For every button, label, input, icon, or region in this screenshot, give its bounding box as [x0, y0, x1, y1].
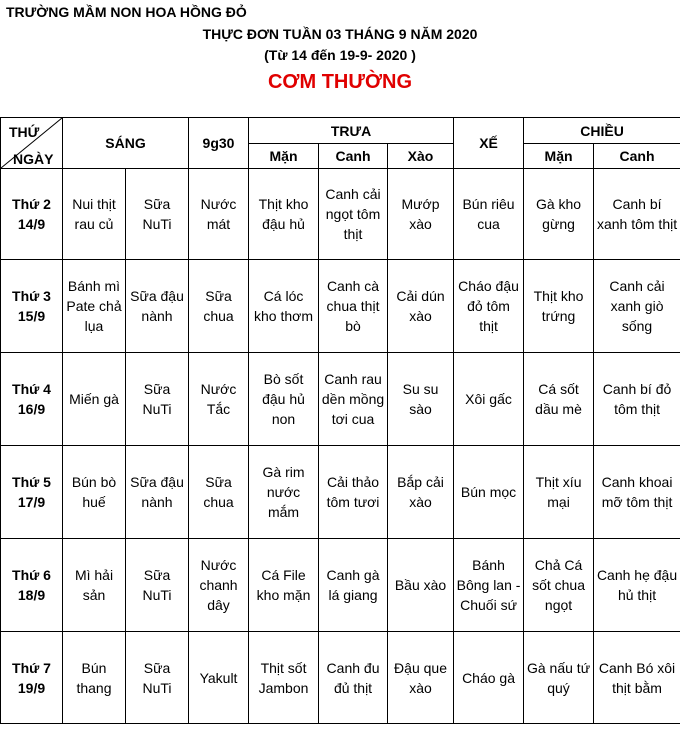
header-chieu: CHIỀU — [524, 118, 680, 144]
lunch-soup: Canh cà chua thịt bò — [319, 260, 388, 353]
day-date: 15/9 — [17, 308, 46, 324]
day-date-header — [1, 118, 63, 169]
lunch-soup: Canh rau dền mồng tơi cua — [319, 353, 388, 446]
header-ngay: NGÀY — [13, 151, 54, 167]
snack-item: Yakult — [189, 632, 249, 724]
lunch-stirfry: Bầu xào — [388, 539, 454, 632]
day-date: 16/9 — [17, 401, 46, 417]
snack-item: Sữa chua — [189, 260, 249, 353]
breakfast-dish: Miến gà — [63, 353, 126, 446]
afternoon-snack: Bánh Bông lan - Chuối sứ — [454, 539, 524, 632]
lunch-soup: Canh cải ngọt tôm thịt — [319, 169, 388, 260]
afternoon-snack: Cháo gà — [454, 632, 524, 724]
lunch-stirfry: Đậu que xào — [388, 632, 454, 724]
day-cell — [1, 169, 63, 260]
header-snack: 9g30 — [189, 118, 249, 169]
lunch-main: Cá lóc kho thơm — [249, 260, 319, 353]
breakfast-drink: Sữa NuTi — [126, 632, 189, 724]
breakfast-drink: Sữa đậu nành — [126, 446, 189, 539]
breakfast-dish: Mì hải sản — [63, 539, 126, 632]
dinner-main: Gà kho gừng — [524, 169, 594, 260]
dinner-main: Cá sốt dầu mè — [524, 353, 594, 446]
weekly-menu-table — [0, 117, 680, 724]
dinner-soup: Canh cải xanh giò sống — [594, 260, 680, 353]
afternoon-snack: Cháo đậu đỏ tôm thịt — [454, 260, 524, 353]
header-sang: SÁNG — [63, 118, 189, 169]
snack-item: Nước Tắc — [189, 353, 249, 446]
day-name: Thứ 7 — [12, 659, 51, 676]
afternoon-snack: Bún mọc — [454, 446, 524, 539]
dinner-main: Thịt xíu mại — [524, 446, 594, 539]
school-name: TRƯỜNG MẦM NON HOA HỒNG ĐỎ — [6, 4, 247, 20]
lunch-stirfry: Su su sào — [388, 353, 454, 446]
dinner-main: Thịt kho trứng — [524, 260, 594, 353]
lunch-main: Cá File kho mặn — [249, 539, 319, 632]
day-date: 14/9 — [17, 216, 46, 232]
header-chieu-canh: Canh — [594, 144, 680, 169]
table-row — [1, 353, 680, 446]
snack-item: Nước mát — [189, 169, 249, 260]
header-chieu-man: Mặn — [524, 144, 594, 169]
lunch-main: Thịt kho đậu hủ — [249, 169, 319, 260]
lunch-soup: Canh gà lá giang — [319, 539, 388, 632]
day-cell — [1, 260, 63, 353]
day-name: Thứ 4 — [12, 381, 51, 397]
day-cell — [1, 446, 63, 539]
menu-title: THỰC ĐƠN TUẦN 03 THÁNG 9 NĂM 2020 — [202, 26, 478, 42]
breakfast-drink: Sữa đậu nành — [126, 260, 189, 353]
header-trua: TRƯA — [249, 118, 454, 144]
menu-type: CƠM THƯỜNG — [267, 71, 413, 93]
snack-item: Nước chanh dây — [189, 539, 249, 632]
dinner-main: Gà nấu tứ quý — [524, 632, 594, 724]
day-cell — [1, 353, 63, 446]
day-name: Thứ 2 — [12, 196, 51, 212]
breakfast-drink: Sữa NuTi — [126, 169, 189, 260]
header-thu: THỨ — [9, 124, 40, 140]
table-row — [1, 169, 680, 260]
day-date: 19/9 — [17, 679, 46, 696]
dinner-soup: Canh bí đỏ tôm thịt — [594, 353, 680, 446]
lunch-main: Bò sốt đậu hủ non — [249, 353, 319, 446]
lunch-soup: Canh đu đủ thịt — [319, 632, 388, 724]
table-row — [1, 446, 680, 539]
afternoon-snack: Xôi gấc — [454, 353, 524, 446]
dinner-main: Chả Cá sốt chua ngọt — [524, 539, 594, 632]
lunch-stirfry: Mướp xào — [388, 169, 454, 260]
breakfast-drink: Sữa NuTi — [126, 353, 189, 446]
table-row — [1, 539, 680, 632]
lunch-main: Gà rim nước mắm — [249, 446, 319, 539]
breakfast-dish: Bún bò huế — [63, 446, 126, 539]
day-name: Thứ 3 — [12, 288, 51, 304]
lunch-stirfry: Cải dún xào — [388, 260, 454, 353]
lunch-stirfry: Bắp cải xào — [388, 446, 454, 539]
header-xe: XẾ — [454, 118, 524, 169]
breakfast-drink: Sữa NuTi — [126, 539, 189, 632]
snack-item: Sữa chua — [189, 446, 249, 539]
day-cell — [1, 632, 63, 724]
lunch-soup: Cải thảo tôm tươi — [319, 446, 388, 539]
afternoon-snack: Bún riêu cua — [454, 169, 524, 260]
dinner-soup: Canh bí xanh tôm thịt — [594, 169, 680, 260]
breakfast-dish: Nui thịt rau củ — [63, 169, 126, 260]
header-trua-canh: Canh — [319, 144, 388, 169]
table-row — [1, 632, 680, 724]
header-trua-man: Mặn — [249, 144, 319, 169]
dinner-soup: Canh khoai mỡ tôm thịt — [594, 446, 680, 539]
day-date: 17/9 — [17, 494, 46, 510]
dinner-soup: Canh hẹ đậu hủ thịt — [594, 539, 680, 632]
breakfast-dish: Bánh mì Pate chả lụa — [63, 260, 126, 353]
dinner-soup: Canh Bó xôi thịt bằm — [594, 632, 680, 724]
breakfast-dish: Bún thang — [63, 632, 126, 724]
table-row — [1, 260, 680, 353]
header-trua-xao: Xào — [388, 144, 454, 169]
day-name: Thứ 6 — [12, 567, 51, 583]
date-range: (Từ 14 đến 19-9- 2020 ) — [264, 47, 416, 63]
lunch-main: Thịt sốt Jambon — [249, 632, 319, 724]
day-cell — [1, 539, 63, 632]
day-date: 18/9 — [17, 587, 46, 603]
day-name: Thứ 5 — [12, 474, 51, 490]
